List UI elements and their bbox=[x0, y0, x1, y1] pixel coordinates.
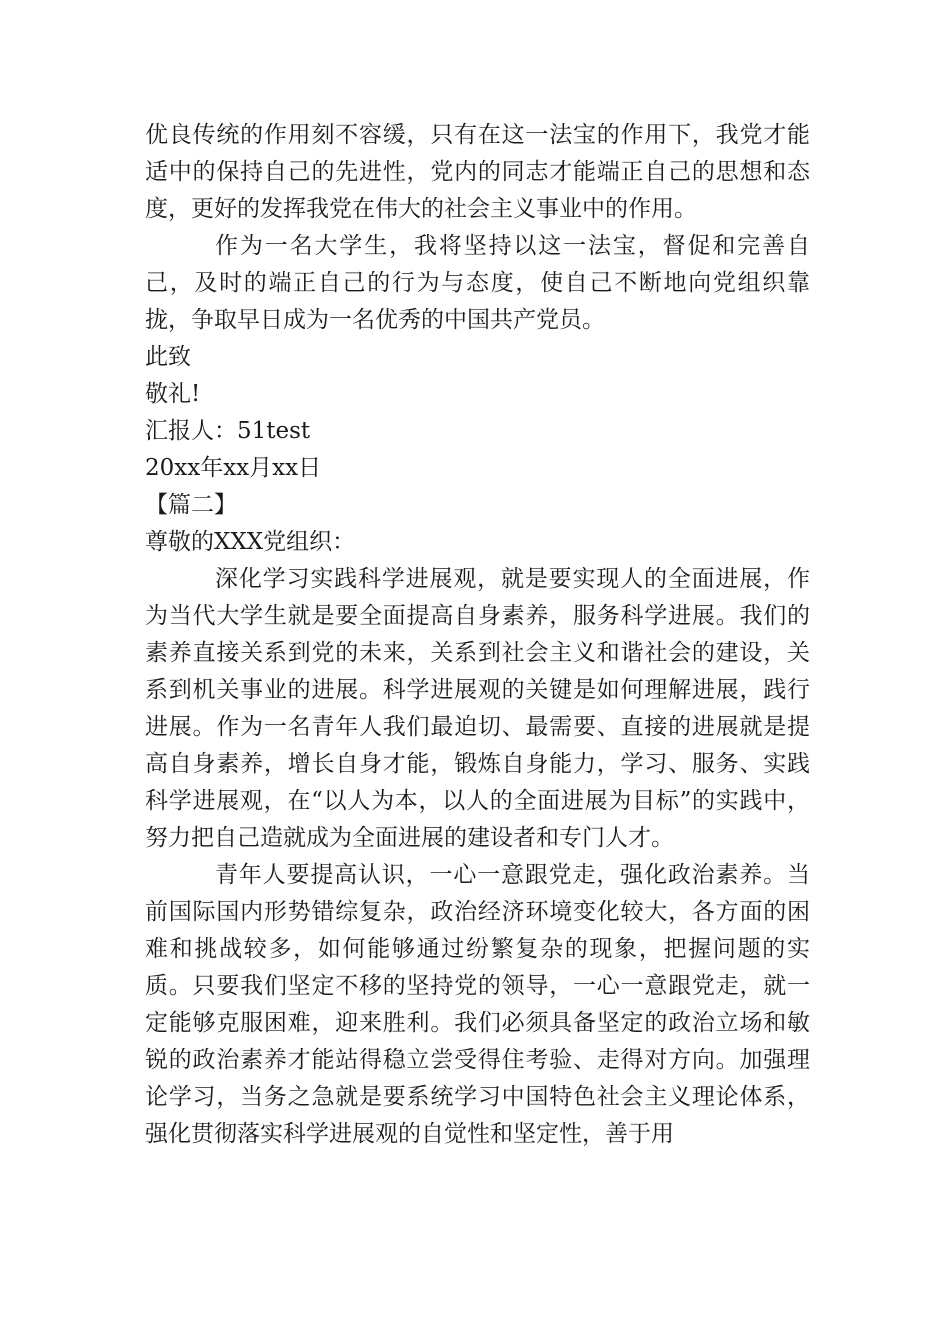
greeting-line: 尊敬的XXX党组织： bbox=[145, 529, 356, 555]
closing-phrase: 此致 bbox=[145, 344, 191, 370]
reporter-line: 汇报人：51test bbox=[145, 418, 311, 444]
section-title: 【篇二】 bbox=[145, 492, 237, 518]
salutation: 敬礼! bbox=[145, 381, 201, 407]
paragraph-scientific-development: 深化学习实践科学进展观，就是要实现人的全面进展，作为当代大学生就是要全面提高自身素养，服务科学进展。我们的素养直接关系到党的未来，关系到社会主义和谐社会的建设，关系到机关事业的进展。科学进展观的关键是如何理解进展，践行进展。作为一名青年人我们最迫切、最需要、直接的进展就是提高自身素养，增长自身才能，锻炼自身能力，学习、服务、实践科学进展观，在“以人为本，以人的全面进展为目标”的实践中，努力把自己造就成为全面进展的建设者和专门人才。 bbox=[145, 566, 810, 851]
paragraph-student-resolve: 作为一名大学生，我将坚持以这一法宝，督促和完善自己，及时的端正自己的行为与态度，使自己不断地向党组织靠拢，争取早日成为一名优秀的中国共产党员。 bbox=[145, 233, 810, 333]
document-page bbox=[145, 117, 810, 1153]
date-line: 20xx年xx月xx日 bbox=[145, 455, 322, 481]
paragraph-youth-political: 青年人要提高认识，一心一意跟党走，强化政治素养。当前国际国内形势错综复杂，政治经济环境变化较大，各方面的困难和挑战较多，如何能够通过纷繁复杂的现象，把握问题的实质。只要我们坚定不移的坚持党的领导，一心一意跟党走，就一定能够克服困难，迎来胜利。我们必须具备坚定的政治立场和敏锐的政治素养才能站得稳立尝受得住考验、走得对方向。加强理论学习，当务之急就是要系统学习中国特色社会主义理论体系，强化贯彻落实科学进展观的自觉性和坚定性，善于用 bbox=[145, 862, 810, 1147]
paragraph-continued: 优良传统的作用刻不容缓，只有在这一法宝的作用下，我党才能适中的保持自己的先进性，党内的同志才能端正自己的思想和态度，更好的发挥我党在伟大的社会主义事业中的作用。 bbox=[145, 122, 810, 222]
